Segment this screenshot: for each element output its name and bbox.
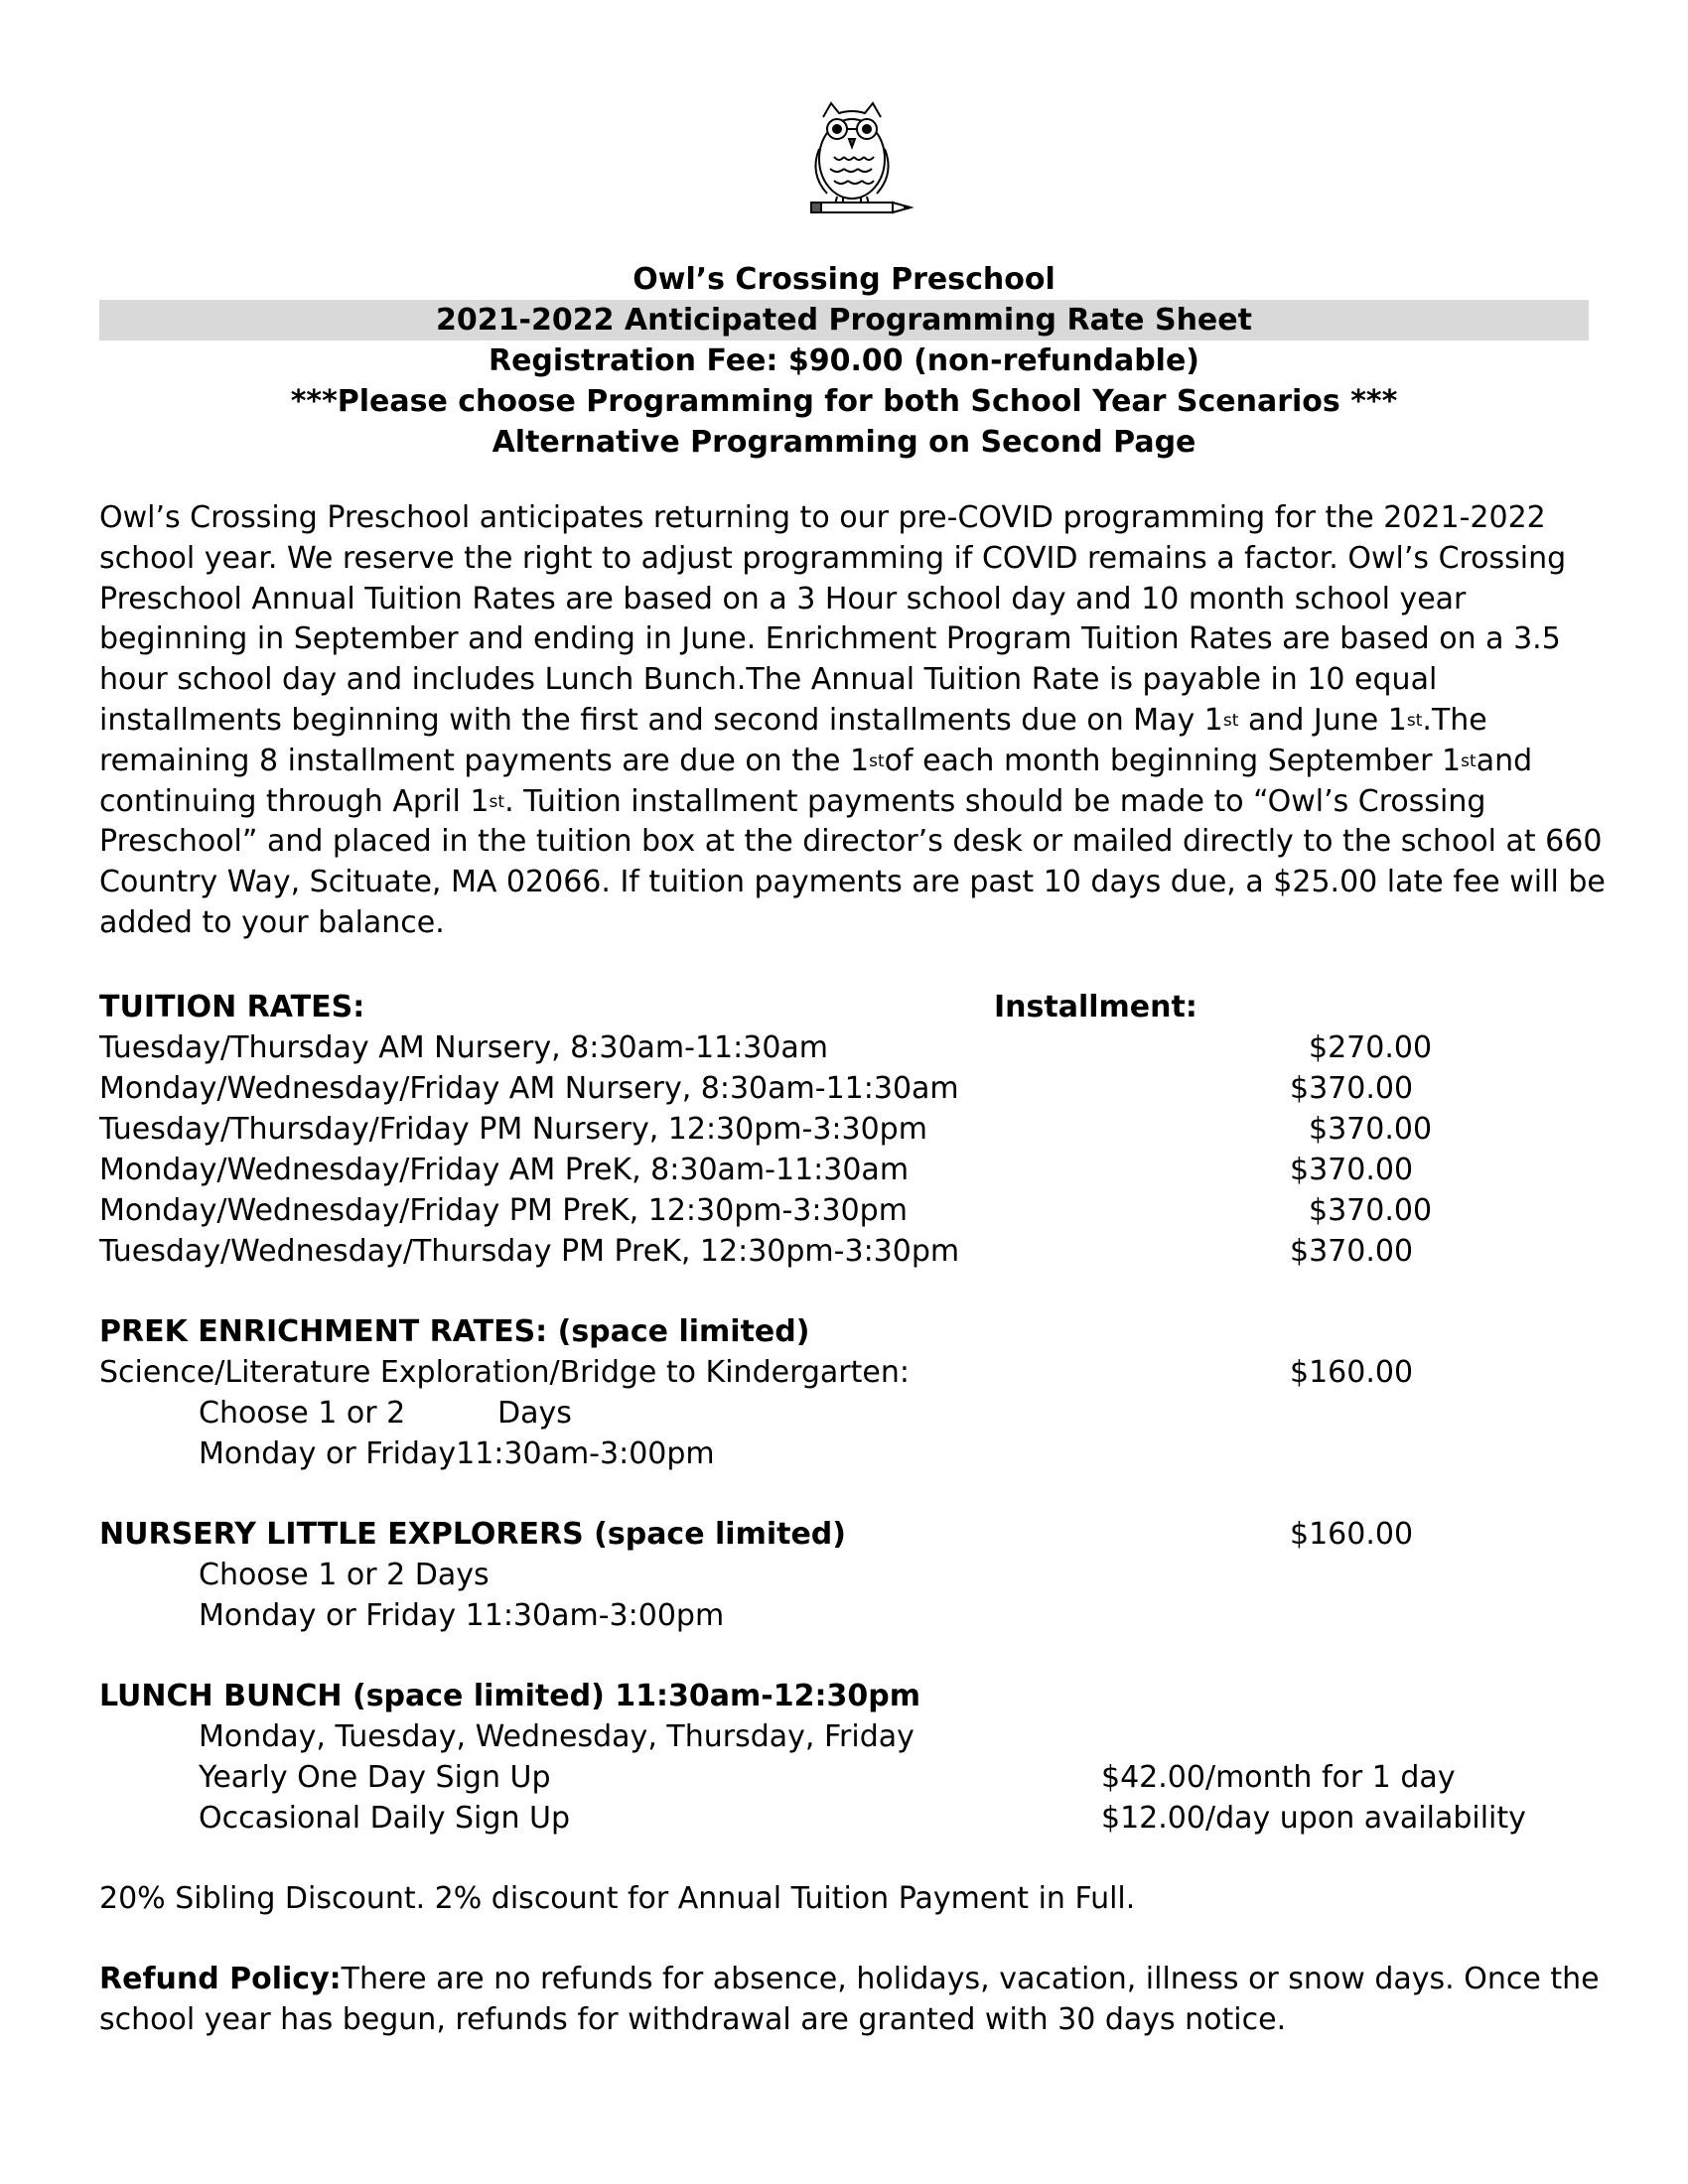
intro-paragraph: Owl’s Crossing Preschool anticipates returning to our pre-COVID programming for the 2021-2022 school year. We reserve the right to adjust programming if COVID remains a factor. Owl’s Crossing Preschool Annual Tuition Rates are based on a 3 Hour school day and 10 month school year beginning in September and ending in June. Enrichment Program Tuition Rates are based on a 3.5 hour school day and includes Lunch Bunch.The Annual Tuition Rate is payable in 10 equal installments beginning with the first and second installments due on May 1st and June 1st.The remaining 8 installment payments are due on the 1stof each month beginning September 1stand continuing through April 1st. Tuition installment payments should be made to “Owl’s Crossing Preschool” and placed in the tuition box at the director’s desk or mailed directly to the school at 660 Country Way, Scituate, MA 02066. If tuition payments are past 10 days due, a $25.00 late fee will be added to your balance. (99, 500, 1606, 940)
lunch-bunch-yearly-label: Yearly One Day Sign Up (199, 1760, 551, 1795)
tuition-row-label: Tuesday/Wednesday/Thursday PM PreK, 12:30pm-3:30pm (99, 1234, 960, 1269)
tuition-row-amount: $270.00 (1309, 1030, 1433, 1065)
owl-on-pencil-icon (787, 99, 916, 228)
discounts-note: 20% Sibling Discount. 2% discount for Annual Tuition Payment in Full. (99, 1881, 1136, 1916)
nursery-explorers-heading: NURSERY LITTLE EXPLORERS (space limited) (99, 1517, 846, 1552)
school-name: Owl’s Crossing Preschool (633, 262, 1055, 297)
tuition-row-label: Monday/Wednesday/Friday AM PreK, 8:30am-11:30am (99, 1153, 910, 1187)
lunch-bunch-days: Monday, Tuesday, Wednesday, Thursday, Friday (199, 1719, 914, 1754)
tuition-rates-heading: TUITION RATES: (99, 990, 365, 1024)
prek-enrichment-label: Science/Literature Exploration/Bridge to Kindergarten: (99, 1355, 910, 1390)
prek-enrichment-amount: $160.00 (1290, 1355, 1414, 1390)
tuition-row-label: Tuesday/Thursday AM Nursery, 8:30am-11:30am (99, 1030, 829, 1065)
lunch-bunch-occasional-price: $12.00/day upon availability (1101, 1801, 1526, 1836)
nursery-explorers-days: Choose 1 or 2 Days (199, 1558, 490, 1592)
tuition-row-label: Monday/Wednesday/Friday AM Nursery, 8:30am-11:30am (99, 1071, 959, 1106)
refund-policy (99, 1959, 1609, 2040)
sheet-title: 2021-2022 Anticipated Programming Rate Sheet (99, 300, 1589, 341)
registration-fee: Registration Fee: $90.00 (non-refundable) (488, 343, 1200, 378)
tuition-row-label: Monday/Wednesday/Friday PM PreK, 12:30pm-3:30pm (99, 1193, 908, 1228)
lunch-bunch-yearly-price: $42.00/month for 1 day (1101, 1760, 1456, 1795)
nursery-explorers-schedule: Monday or Friday 11:30am-3:00pm (199, 1598, 725, 1633)
prek-enrichment-heading: PREK ENRICHMENT RATES: (space limited) (99, 1314, 810, 1349)
lunch-bunch-occasional-label: Occasional Daily Sign Up (199, 1801, 570, 1836)
choose-programming-note: ***Please choose Programming for both School Year Scenarios *** (290, 384, 1398, 419)
lunch-bunch-heading: LUNCH BUNCH (space limited) 11:30am-12:30pm (99, 1679, 920, 1713)
prek-enrichment-days-suffix: Days (497, 1396, 572, 1431)
alternative-programming-note: Alternative Programming on Second Page (492, 425, 1196, 460)
tuition-row-label: Tuesday/Thursday/Friday PM Nursery, 12:30pm-3:30pm (99, 1112, 927, 1147)
prek-enrichment-days: Choose 1 or 2 (199, 1396, 406, 1431)
tuition-row-amount: $370.00 (1290, 1234, 1414, 1269)
tuition-row-amount: $370.00 (1290, 1071, 1414, 1106)
tuition-row-amount: $370.00 (1309, 1193, 1433, 1228)
refund-policy-text: There are no refunds for absence, holidays, vacation, illness or snow days. Once the school year has begun, refunds for withdrawal are granted with 30 days notice. (99, 1962, 1600, 2037)
tuition-row-amount: $370.00 (1309, 1112, 1433, 1147)
nursery-explorers-amount: $160.00 (1290, 1517, 1414, 1552)
installment-heading: Installment: (994, 990, 1197, 1024)
tuition-row-amount: $370.00 (1290, 1153, 1414, 1187)
prek-enrichment-schedule: Monday or Friday11:30am-3:00pm (199, 1436, 715, 1471)
refund-policy-label: Refund Policy: (99, 1962, 342, 1996)
